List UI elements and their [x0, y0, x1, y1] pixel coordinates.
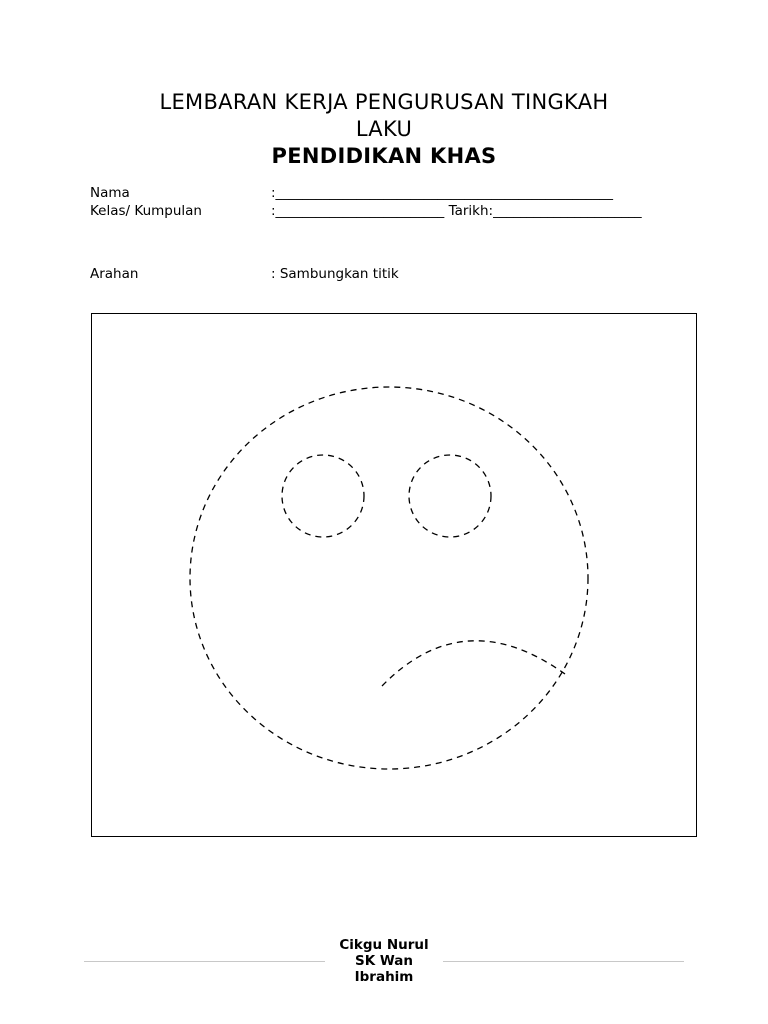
arahan-text: : Sambungkan titik [271, 266, 399, 282]
worksheet-title [84, 89, 684, 143]
title-line-2: LAKU [355, 117, 413, 141]
kelas-label: Kelas/ Kumpulan [90, 203, 202, 219]
footer-author [326, 937, 442, 985]
title-line-3: PENDIDIKAN KHAS [271, 144, 497, 168]
sad-face-dotted-drawing [92, 314, 698, 838]
right-eye-dashed [409, 455, 491, 537]
title-line-1: LEMBARAN KERJA PENGURUSAN TINGKAH [159, 90, 609, 114]
drawing-box[interactable] [91, 313, 697, 837]
footer-rule-left [84, 961, 325, 962]
footer-line-1: Cikgu Nurul [339, 937, 429, 953]
footer-line-3: Ibrahim [354, 969, 414, 985]
left-eye-dashed [282, 455, 364, 537]
nama-label: Nama [90, 185, 130, 201]
footer-line-2: SK Wan [354, 953, 413, 969]
nama-field[interactable]: :__________________________________________________ [271, 185, 614, 201]
face-outline-dashed [190, 387, 588, 769]
arahan-label: Arahan [90, 266, 139, 282]
kelas-tarikh-field[interactable]: :_________________________ Tarikh:______________________ [271, 203, 642, 219]
frown-mouth-dashed [382, 641, 565, 686]
footer-rule-right [443, 961, 684, 962]
